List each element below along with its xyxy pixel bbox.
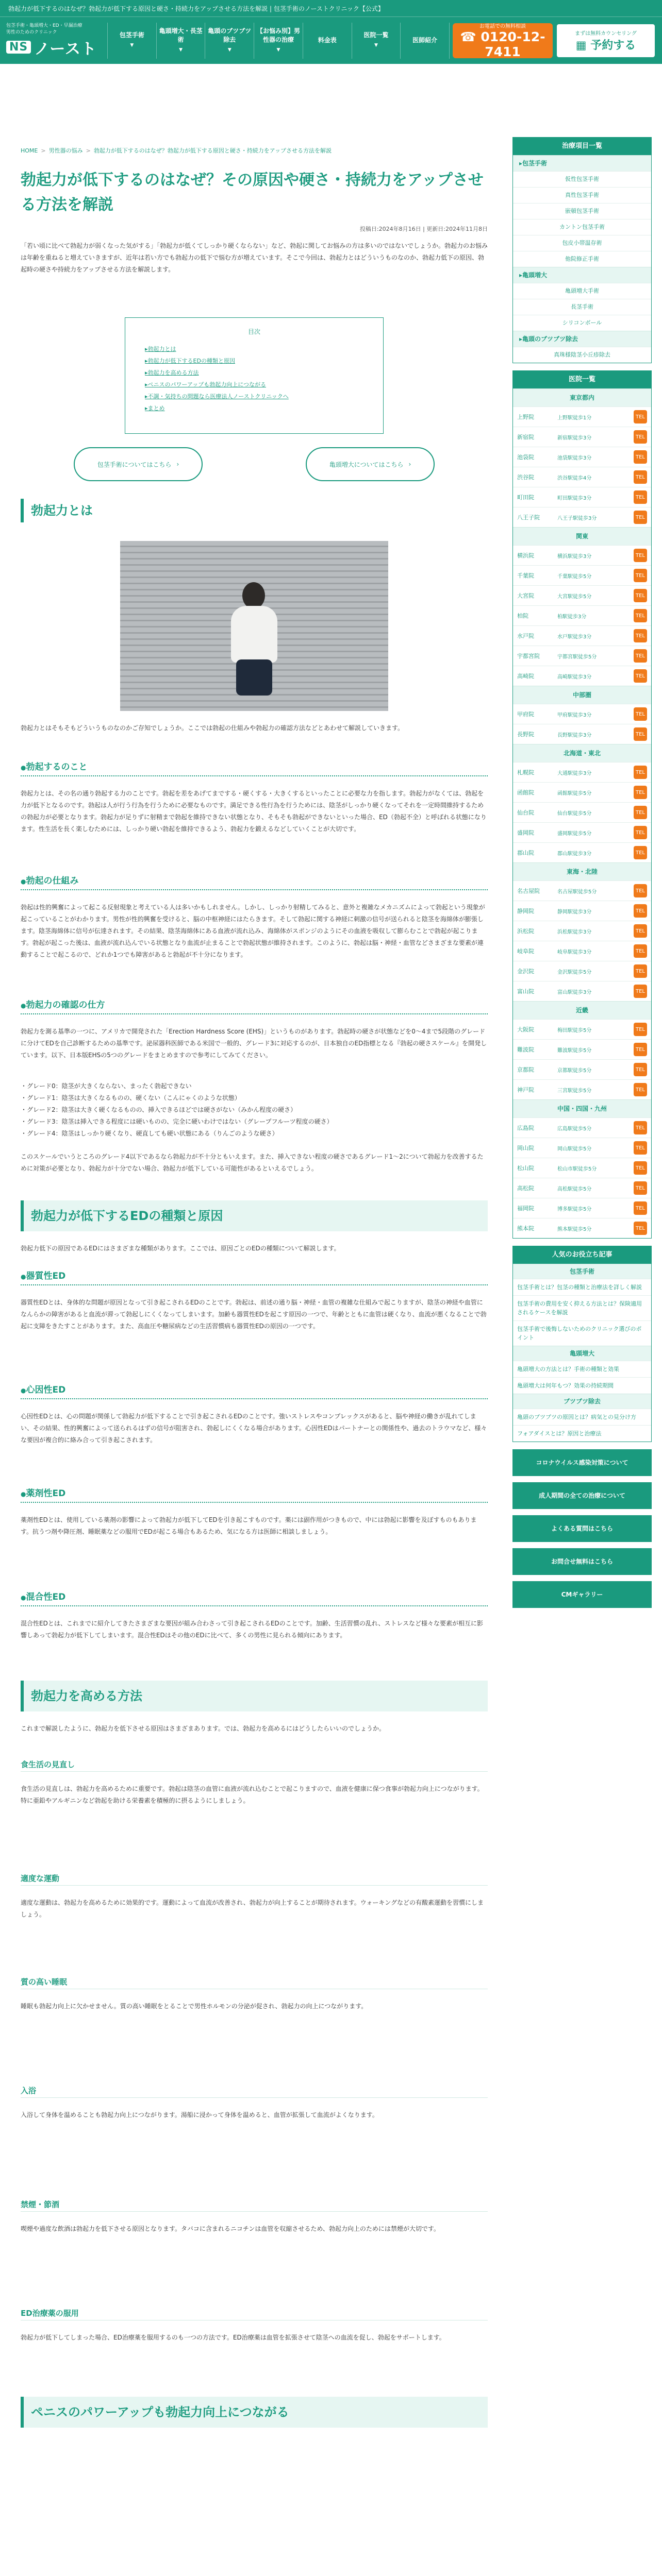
button-label: 包茎手術についてはこちら: [97, 461, 172, 468]
clinic-name: 静岡院: [517, 908, 534, 914]
section-heading: ペニスのパワーアップも勃起力向上につながる: [21, 2397, 488, 2428]
clinic-name: 八王子院: [517, 514, 540, 521]
phone-icon[interactable]: TEL: [634, 1083, 647, 1096]
breadcrumb-separator: >: [41, 147, 46, 154]
clinic-access: 岡山駅徒歩5分: [557, 1146, 592, 1152]
site-header: [0, 16, 662, 64]
clinic-name: 仙台院: [517, 809, 534, 816]
phone-icon[interactable]: TEL: [634, 569, 647, 582]
person-figure: [231, 582, 277, 696]
phone-icon[interactable]: TEL: [634, 470, 647, 484]
paragraph: 睡眠も勃起力向上に欠かせません。質の高い睡眠をとることで男性ホルモンの分泌が促され、勃起力の向上につながります。: [21, 2003, 368, 2010]
menu-link[interactable]: シリコンボール: [513, 315, 651, 331]
chevron-down-icon: ▼: [374, 43, 378, 48]
breadcrumb-current: 勃起力が低下するのはなぜ？勃起力が低下する原因と硬さ・持続力をアップさせる方法を解説: [93, 147, 332, 154]
nav-doctors[interactable]: [400, 23, 450, 59]
faq-banner[interactable]: よくある質問はこちら: [512, 1515, 652, 1542]
clinic-name: 上野院: [517, 414, 534, 420]
menu-category-glans[interactable]: ▸ 亀頭増大: [513, 267, 651, 283]
clinic-row[interactable]: [513, 507, 651, 527]
reserve-cta-sub: まずは無料カウンセリング: [575, 30, 637, 37]
clinic-access: 金沢駅徒歩5分: [557, 969, 592, 975]
clinic-access: 甲府駅徒歩3分: [557, 712, 592, 718]
clinic-list-title: 医院一覧: [513, 371, 651, 388]
menu-link[interactable]: 他院修正手術: [513, 251, 651, 267]
phone-icon[interactable]: TEL: [634, 884, 647, 897]
phone-icon[interactable]: TEL: [634, 727, 647, 741]
method-heading: ED治療薬の服用: [21, 2307, 488, 2320]
logo-mark: NS: [6, 41, 31, 54]
clinic-name: 池袋院: [517, 454, 534, 461]
popular-article-link[interactable]: 亀頭のブツブツの原因とは？病気との見分け方: [513, 1409, 651, 1425]
clinic-access: 高松駅徒歩5分: [557, 1186, 592, 1192]
clinic-regions: [513, 388, 651, 1238]
clinic-row[interactable]: [513, 1218, 651, 1238]
figure-body: [231, 606, 277, 663]
clinic-access: 名古屋駅徒歩5分: [557, 889, 597, 895]
paragraph: 勃起力とはそもそもどういうものなのかご存知でしょうか。ここでは勃起の仕組みや勃起力の確認方法などとあわせて解説していきます。: [21, 724, 404, 732]
button-label: 亀頭増大についてはこちら: [329, 461, 404, 468]
phone-icon[interactable]: TEL: [634, 410, 647, 423]
region-heading: 中部圏: [513, 686, 651, 704]
figure-legs: [236, 659, 272, 696]
phimosis-info-button[interactable]: [74, 447, 203, 481]
clinic-name: 京都院: [517, 1066, 534, 1073]
menu-link[interactable]: 長茎手術: [513, 299, 651, 315]
clinic-access: 静岡駅徒歩3分: [557, 909, 592, 915]
contact-banner[interactable]: お問合せ無料はこちら: [512, 1548, 652, 1575]
nav-clinics[interactable]: [352, 23, 401, 59]
article-photo: [120, 541, 388, 711]
popular-title: 人気のお役立ち記事: [513, 1246, 651, 1264]
paragraph: 勃起力低下の原因であるEDにはさまざまな種類があります。ここでは、原因ごとのEDの種類について解説します。: [21, 1245, 340, 1252]
clinic-row[interactable]: [513, 646, 651, 666]
nav-bumps-removal[interactable]: [205, 23, 254, 59]
menu-link[interactable]: 真性包茎手術: [513, 187, 651, 203]
clinic-name: 郡山院: [517, 850, 534, 856]
clinic-name: 岡山院: [517, 1145, 534, 1151]
clinic-access: 函館駅徒歩5分: [557, 790, 592, 796]
clinic-access: 池袋駅徒歩3分: [557, 455, 592, 461]
clinic-access: 柏駅徒歩3分: [557, 614, 587, 620]
clinic-row[interactable]: [513, 545, 651, 565]
clinic-access: 熊本駅徒歩5分: [557, 1226, 592, 1232]
clinic-access: 宇都宮駅徒歩5分: [557, 654, 597, 660]
method-heading: 入浴: [21, 2084, 488, 2098]
paragraph: 心因性EDとは、心の問題が関係して勃起力が低下することで引き起こされるEDのことです。強いストレスやコンプレックスがあると、脳や神経の働きが乱れてしまい、その結果、性的興奮によって送られるはずの信号が阻害され、勃起しにくくなる場合があります。心因性EDはパートナーとの関係性や、過去のトラウマなど、様々な要因が複合的に絡み合って引き起こされます。: [21, 1413, 487, 1444]
glans-info-button[interactable]: [306, 447, 435, 481]
grade-item: ・グレード4：陰茎はしっかり硬くなり、硬直しても硬い状態にある（りんごのような硬さ）: [21, 1130, 278, 1137]
clinic-name: 名古屋院: [517, 888, 540, 894]
paragraph: 入浴して身体を温めることも勃起力向上につながります。湯船に浸かって身体を温めると、血管が拡張して血流がよくなります。: [21, 2111, 378, 2119]
clinic-row[interactable]: [513, 605, 651, 625]
toc-item[interactable]: ▸ 勃起力を高める方法: [145, 367, 363, 379]
clinic-row[interactable]: [513, 921, 651, 941]
clinic-row[interactable]: [513, 1198, 651, 1218]
clinic-access: 大通駅徒歩3分: [557, 770, 592, 776]
clinic-access: 梅田駅徒歩5分: [557, 1027, 592, 1033]
method-heading: 食生活の見直し: [21, 1758, 488, 1772]
nav-label: 亀頭のブツブツ除去: [208, 27, 252, 43]
top-title-text: 勃起力が低下するのはなぜ？勃起力が低下する原因と硬さ・持続力をアップさせる方法を解説 | 包茎手術のノーストクリニック【公式】: [8, 5, 384, 12]
clinic-access: 渋谷駅徒歩4分: [557, 475, 592, 481]
clinic-name: 千葉院: [517, 572, 534, 579]
clinic-name: 金沢院: [517, 968, 534, 975]
phone-icon[interactable]: TEL: [634, 490, 647, 504]
clinic-access: 岐阜駅徒歩3分: [557, 949, 592, 955]
nav-label: 亀頭増大・長茎術: [159, 27, 203, 43]
clinic-name: 町田院: [517, 494, 534, 501]
chevron-down-icon: ▼: [276, 47, 280, 53]
nav-concerns[interactable]: [254, 23, 303, 59]
phone-icon[interactable]: TEL: [634, 806, 647, 819]
clinic-access: 浜松駅徒歩3分: [557, 929, 592, 935]
chevron-down-icon: ▼: [227, 47, 231, 53]
clinic-access: 横浜駅徒歩3分: [557, 553, 592, 560]
clinic-row[interactable]: [513, 1138, 651, 1158]
popular-articles: [512, 1246, 652, 1442]
phone-icon[interactable]: TEL: [634, 904, 647, 918]
popular-category: ブツブツ除去: [513, 1394, 651, 1409]
clinic-access: 盛岡駅徒歩5分: [557, 831, 592, 837]
phone-icon[interactable]: TEL: [634, 1222, 647, 1235]
phone-icon[interactable]: TEL: [634, 924, 647, 938]
phone-icon[interactable]: TEL: [634, 1141, 647, 1155]
paragraph: このスケールでいうところのグレード4以下であるなら勃起力が不十分ともいえます。また、挿入できない程度の硬さであるグレード1〜2について勃起力を改善するために対策が必要となり、勃起力が十分でない場合、勃起力が低下している可能性があるといえるでしょう。: [21, 1153, 484, 1172]
nav-phimosis[interactable]: [107, 23, 156, 59]
arrow-right-icon: ›: [408, 461, 411, 468]
clinic-name: 大宮院: [517, 592, 534, 599]
paragraph: 器質性EDとは、身体的な問題が原因となって引き起こされるEDのことです。勃起は、前述の通り脳・神経・血管の複雑な仕組みで起こりますが、陰茎の神経や血管になんらかの障害があると血流が滞って勃起しにくくなってしまいます。加齢も器質性EDを起こす原因の一つで、年齢とともに血管は硬くなり、血流が悪くなることで勃起に支障をきたすことがあります。また、高血圧や糖尿病などの生活習慣病も器質性EDの原因の一つです。: [21, 1299, 487, 1330]
popular-category: 包茎手術: [513, 1264, 651, 1279]
nav-label: 包茎手術: [119, 31, 144, 39]
clinic-row[interactable]: [513, 585, 651, 605]
calendar-icon: ▦: [575, 39, 587, 52]
clinic-access: 広島駅徒歩5分: [557, 1126, 592, 1132]
intro-text: 「若い頃に比べて勃起力が弱くなった気がする」「勃起力が低くてしっかり硬くならない」など、勃起に関してお悩みの方は多いのではないでしょうか。勃起力のお悩みは年齢を重ねると増えていきますが、近年は若い方でも勃起力の低下で悩む方が増えています。そこで今回は、勃起力とはどういうものなのか、勃起力低下の原因、勃起時の硬さや持続力をアップさせる方法を解説します。: [21, 242, 488, 273]
clinic-row[interactable]: [513, 467, 651, 487]
clinic-row[interactable]: [513, 704, 651, 724]
chevron-down-icon: ▼: [130, 43, 134, 48]
clinic-access: 三宮駅徒歩5分: [557, 1088, 592, 1094]
phone-cta-sub: お電話での無料相談: [479, 24, 526, 29]
menu-link[interactable]: カントン包茎手術: [513, 219, 651, 235]
post-dates: 投稿日:2024年8月16日 | 更新日:2024年11月8日: [359, 226, 488, 232]
logo-subtitle: 包茎手術・亀頭増大・ED・早漏治療: [6, 23, 82, 28]
clinic-name: 札幌院: [517, 769, 534, 776]
clinic-row[interactable]: [513, 981, 651, 1001]
phone-icon[interactable]: TEL: [634, 985, 647, 998]
method-heading: 適度な運動: [21, 1872, 488, 1886]
clinic-name: 横浜院: [517, 552, 534, 559]
region-heading: 関東: [513, 527, 651, 545]
clinic-name: 柏院: [517, 613, 528, 619]
toc-item[interactable]: ▸ まとめ: [145, 402, 363, 414]
section-heading: 勃起力が低下するEDの種類と原因: [21, 1200, 488, 1231]
paragraph: 勃起力とは、その名の通り勃起する力のことです。勃起を差をあげてまでする・硬くする・大きくするといったことに必要な力を指します。勃起力がなくては、勃起を力が低下となるのです。勃起は人が行う行為を行うために必要なものです。満足できる性行為を行うためには、陰茎がしっかり硬くなってそれを一定時間維持するための勃起力が必要となります。勃起力が足りずに射精まで勃起を維持できない状態となり、そもそも勃起ができないといった場合、ED（勃起不全）と呼ばれる状態になります。性生活を長く楽しむためには、しっかり硬い勃起を維持できるよう、勃起力を鍛えるなどしていくことが大切です。: [21, 790, 487, 833]
phone-icon[interactable]: TEL: [634, 826, 647, 839]
popular-article-link[interactable]: 亀頭増大の方法とは？手術の種類と効果: [513, 1361, 651, 1377]
paragraph: これまで解説したように、勃起力を低下させる原因はさまざまあります。では、勃起力を高めるにはどうしたらいいのでしょうか。: [21, 1725, 386, 1732]
figure-head: [242, 582, 265, 609]
treatment-banner[interactable]: 成人期間の全ての治療について: [512, 1482, 652, 1509]
clinic-name: 大阪院: [517, 1026, 534, 1033]
phone-number: 0120-12-7411: [481, 29, 545, 59]
popular-article-link[interactable]: 包茎手術で後悔しないためのクリニック選びのポイント: [513, 1320, 651, 1346]
logo-subtitle-2: 男性のためのクリニック: [6, 29, 57, 35]
clinic-access: 新宿駅徒歩3分: [557, 435, 592, 441]
clinic-list: [512, 370, 652, 1239]
clinic-row[interactable]: [513, 941, 651, 961]
nav-label: 医師紹介: [412, 37, 438, 44]
phone-icon[interactable]: TEL: [634, 609, 647, 622]
reserve-cta-button[interactable]: [556, 23, 656, 58]
clinic-name: 浜松院: [517, 928, 534, 935]
breadcrumb: [9, 64, 499, 157]
clinic-access: 難波駅徒歩5分: [557, 1047, 592, 1054]
paragraph: 食生活の見直しは、勃起力を高めるために重要です。勃起は陰茎の血管に血液が流れ込むことで起こりますので、血液を健康に保つ食事が勃起力向上につながります。特に亜鉛やアルギニンなど勃起を助ける栄養素を積極的に摂るようにしましょう。: [21, 1785, 484, 1804]
clinic-row[interactable]: [513, 625, 651, 646]
subsection-heading: ● 勃起の仕組み: [21, 873, 488, 890]
clinic-row[interactable]: [513, 666, 651, 686]
clinic-name: 水戸院: [517, 633, 534, 639]
grade-item: ・グレード1：陰茎は大きくなるものの、硬くない（こんにゃくのような状態）: [21, 1094, 241, 1101]
ehs-grade-list: [9, 1080, 499, 1140]
subsection-heading: ● 混合性ED: [21, 1589, 488, 1606]
menu-link[interactable]: 仮性包茎手術: [513, 171, 651, 187]
phone-icon[interactable]: TEL: [634, 944, 647, 958]
clinic-row[interactable]: [513, 1019, 651, 1039]
reserve-label: 予約する: [590, 39, 636, 52]
global-nav: [107, 23, 450, 59]
method-heading: 質の高い睡眠: [21, 1975, 488, 1989]
clinic-name: 函館院: [517, 789, 534, 796]
toc-item[interactable]: ▸ 勃起力とは: [145, 343, 363, 355]
region-heading: 北海道・東北: [513, 744, 651, 762]
clinic-row[interactable]: [513, 802, 651, 822]
phone-icon[interactable]: TEL: [634, 1201, 647, 1215]
clinic-name: 松山院: [517, 1165, 534, 1172]
phone-icon[interactable]: TEL: [634, 964, 647, 978]
subsection-heading: ● 勃起力の確認の仕方: [21, 997, 488, 1014]
clinic-row[interactable]: [513, 565, 651, 585]
clinic-row[interactable]: [513, 1158, 651, 1178]
clinic-name: 神戸院: [517, 1087, 534, 1093]
clinic-row[interactable]: [513, 762, 651, 782]
logo-text: ノースト: [34, 40, 97, 58]
phone-icon[interactable]: TEL: [634, 707, 647, 721]
clinic-name: 長野院: [517, 731, 534, 738]
site-logo[interactable]: [6, 23, 104, 59]
treatment-menu-title: 治療項目一覧: [513, 138, 651, 155]
cm-gallery-banner[interactable]: CMギャラリー: [512, 1581, 652, 1608]
menu-category-bumps[interactable]: ▸ 亀頭のブツブツ除去: [513, 331, 651, 347]
clinic-row[interactable]: [513, 1117, 651, 1138]
popular-category: 亀頭増大: [513, 1346, 651, 1361]
clinic-row[interactable]: [513, 406, 651, 427]
arrow-right-icon: ›: [176, 461, 179, 468]
paragraph: 勃起は性的興奮によって起こる反射現象と考えている人は多いかもしれません。しかし、しっかり射精してみると、意外と複雑なメカニズムによって勃起という現象が起こっていることがわかります。男性が性的興奮を受けると、脳の中枢神経にはたらきます。そして勃起に関する神経に刺激の信号が送られると陰茎を海綿体が膨張します。陰茎海綿体に信号が伝達されます。その結果、陰茎海綿体にある血液が流れ込み、海綿体がスポンジのようにその血液を吸収して膨らむことで勃起が起こります。勃起が起こった後は、血液が流れ込んでいる状態となり血流が止まることで勃起状態が維持されます。このように、勃起は脳・神経・血管などさまざまな要素が連動することで起こるので、どれか1つでも障害があると勃起が不十分になります。: [21, 904, 485, 958]
toc-item[interactable]: ▸ 勃起力が低下するEDの種類と原因: [145, 355, 363, 367]
clinic-row[interactable]: [513, 842, 651, 862]
clinic-access: 千葉駅徒歩5分: [557, 573, 592, 580]
phone-icon[interactable]: TEL: [634, 649, 647, 663]
clinic-name: 高崎院: [517, 673, 534, 680]
phone-icon[interactable]: TEL: [634, 846, 647, 859]
clinic-row[interactable]: [513, 427, 651, 447]
subsection-heading: ● 心因性ED: [21, 1382, 488, 1399]
phone-icon[interactable]: TEL: [634, 450, 647, 464]
phone-icon[interactable]: TEL: [634, 511, 647, 524]
clinic-name: 富山院: [517, 988, 534, 995]
paragraph: 喫煙や過度な飲酒は勃起力を低下させる原因となります。タバコに含まれるニコチンは血管を収縮させるため、勃起力向上のためには禁煙が大切です。: [21, 2225, 440, 2232]
paragraph: 薬剤性EDとは、使用している薬剤の影響によって勃起力が低下してEDを引き起こすものです。薬には副作用がつきもので、中には勃起に影響を及ぼすものもあります。抗うつ剤や降圧剤、睡眠薬などの服用でEDが起こる場合もあるため、気になる方は医師に相談しましょう。: [21, 1516, 477, 1535]
phone-icon[interactable]: TEL: [634, 629, 647, 642]
phone-icon[interactable]: TEL: [634, 1043, 647, 1056]
clinic-name: 渋谷院: [517, 474, 534, 481]
section-heading: 勃起力を高める方法: [21, 1681, 488, 1711]
phone-icon[interactable]: TEL: [634, 549, 647, 562]
clinic-name: 広島院: [517, 1125, 534, 1131]
menu-link[interactable]: 包皮小帯温存術: [513, 235, 651, 251]
phone-icon[interactable]: TEL: [634, 766, 647, 779]
clinic-name: 難波院: [517, 1046, 534, 1053]
clinic-row[interactable]: [513, 782, 651, 802]
menu-category-phimosis[interactable]: ▸ 包茎手術: [513, 155, 651, 171]
covid-banner[interactable]: コロナウイルス感染対策について: [512, 1449, 652, 1476]
clinic-access: 博多駅徒歩5分: [557, 1206, 592, 1212]
nav-label: 料金表: [318, 37, 337, 44]
clinic-row[interactable]: [513, 822, 651, 842]
top-title-strip: [0, 0, 662, 16]
popular-article-link[interactable]: 亀頭増大は何年もつ？効果の持続期間: [513, 1377, 651, 1394]
clinic-access: 水戸駅徒歩3分: [557, 634, 592, 640]
clinic-access: 長野駅徒歩3分: [557, 732, 592, 738]
breadcrumb-separator: >: [86, 147, 91, 154]
table-of-contents: [125, 317, 384, 434]
clinic-name: 甲府院: [517, 711, 534, 718]
phone-cta-button[interactable]: [453, 23, 553, 58]
clinic-row[interactable]: [513, 1178, 651, 1198]
nav-price[interactable]: [303, 23, 352, 59]
nav-glans-enlargement[interactable]: [156, 23, 205, 59]
clinic-row[interactable]: [513, 724, 651, 744]
menu-link[interactable]: 嵌頓包茎手術: [513, 203, 651, 219]
clinic-row[interactable]: [513, 1039, 651, 1059]
clinic-access: 高崎駅徒歩3分: [557, 674, 592, 680]
paragraph: 勃起力が低下してしまった場合、ED治療薬を服用するのも一つの方法です。ED治療薬は血管を拡張させて陰茎への血流を促し、勃起をサポートします。: [21, 2334, 445, 2341]
phone-icon[interactable]: TEL: [634, 589, 647, 602]
page-title: 勃起力が低下するのはなぜ？その原因や硬さ・持続力をアップさせる方法を解説: [21, 171, 484, 214]
toc-title: 目次: [247, 328, 260, 335]
region-heading: 近畿: [513, 1001, 651, 1019]
clinic-name: 熊本院: [517, 1225, 534, 1232]
menu-link[interactable]: 真珠様陰茎小丘疹除去: [513, 347, 651, 363]
phone-icon: ☎: [460, 29, 476, 44]
clinic-access: 仙台駅徒歩5分: [557, 810, 592, 817]
popular-article-link[interactable]: 包茎手術の費用を安く抑える方法とは？保険適用されるケースを解説: [513, 1295, 651, 1320]
paragraph: 勃起力を測る基準の一つに、アメリカで開発された「Erection Hardness Score (EHS)」というものがあります。勃起時の硬さが状態などを0〜4まで5段階のグレードに分けてEDを自己診断するための基準です。泌尿器科医師である米国で一般的、グレード3に対応するのが、日本独自のED指標となる『勃起の硬さスケール』を開発しています。以下、日本版EHSの5つのグレードをまとめますので参考にしてみてください。: [21, 1028, 487, 1059]
phone-icon[interactable]: TEL: [634, 1023, 647, 1036]
clinic-row[interactable]: [513, 901, 651, 921]
clinic-access: 郡山駅徒歩3分: [557, 851, 592, 857]
clinic-name: 岐阜院: [517, 948, 534, 955]
phone-icon[interactable]: TEL: [634, 430, 647, 444]
nav-label: 医院一覧: [363, 31, 389, 39]
popular-article-link[interactable]: フォアダイスとは？原因と治療法: [513, 1425, 651, 1442]
clinic-row[interactable]: [513, 487, 651, 507]
clinic-access: 八王子駅徒歩3分: [557, 515, 597, 521]
clinic-name: 福岡院: [517, 1205, 534, 1212]
phone-icon[interactable]: TEL: [634, 1063, 647, 1076]
method-heading: 禁煙・節酒: [21, 2198, 488, 2212]
phone-icon[interactable]: TEL: [634, 1181, 647, 1195]
clinic-access: 大宮駅徒歩5分: [557, 594, 592, 600]
clinic-row[interactable]: [513, 447, 651, 467]
clinic-row[interactable]: [513, 961, 651, 981]
clinic-access: 松山市駅徒歩5分: [557, 1166, 597, 1172]
breadcrumb-home[interactable]: HOME: [21, 147, 38, 154]
clinic-name: 新宿院: [517, 434, 534, 440]
clinic-access: 上野駅徒歩1分: [557, 415, 592, 421]
clinic-name: 高松院: [517, 1185, 534, 1192]
phone-icon[interactable]: TEL: [634, 1121, 647, 1134]
subsection-heading: ● 器質性ED: [21, 1268, 488, 1285]
section-heading: 勃起力とは: [21, 499, 488, 522]
toc-item[interactable]: ▸ 不調・気持ちの問題なら医療法人ノーストクリニックへ: [145, 391, 363, 402]
region-heading: 東京都内: [513, 388, 651, 406]
region-heading: 東海・北陸: [513, 862, 651, 880]
subsection-heading: ● 薬剤性ED: [21, 1486, 488, 1503]
treatment-menu: [512, 137, 652, 363]
clinic-name: 宇都宮院: [517, 653, 540, 659]
paragraph: 混合性EDとは、これまでに紹介してきたさまざまな要因が組み合わさって引き起こされるEDのことです。加齢、生活習慣の乱れ、ストレスなど様々な要素が相互に影響しあって勃起力が低下してしまいます。混合性EDはその他のEDに比べて、多くの男性に見られる傾向にあります。: [21, 1620, 484, 1639]
clinic-name: 盛岡院: [517, 829, 534, 836]
grade-item: ・グレード0：陰茎が大きくならない、まったく勃起できない: [21, 1082, 192, 1090]
popular-article-link[interactable]: 包茎手術とは？包茎の種類と治療法を詳しく解説: [513, 1279, 651, 1295]
clinic-row[interactable]: [513, 1079, 651, 1099]
grade-item: ・グレード3：陰茎は挿入できる程度には硬いものの、完全に硬いわけではない（グレープフルーツ程度の硬さ）: [21, 1118, 333, 1125]
chevron-down-icon: ▼: [179, 47, 183, 53]
region-heading: 中国・四国・九州: [513, 1099, 651, 1117]
clinic-row[interactable]: [513, 1059, 651, 1079]
subsection-heading: ● 勃起するのこと: [21, 759, 488, 776]
grade-item: ・グレード2：陰茎は大きく硬くなるものの、挿入できるほどでは硬さがない（みかん程度の硬さ）: [21, 1106, 297, 1113]
phone-icon[interactable]: TEL: [634, 786, 647, 799]
clinic-access: 富山駅徒歩3分: [557, 989, 592, 995]
clinic-access: 京都駅徒歩5分: [557, 1067, 592, 1074]
clinic-row[interactable]: [513, 880, 651, 901]
clinic-access: 町田駅徒歩3分: [557, 495, 592, 501]
menu-link[interactable]: 亀頭増大手術: [513, 283, 651, 299]
sidebar: [512, 64, 652, 2428]
phone-icon[interactable]: TEL: [634, 1161, 647, 1175]
phone-icon[interactable]: TEL: [634, 669, 647, 683]
toc-item[interactable]: ▸ ペニスのパワーアップも勃起力向上につながる: [145, 379, 363, 391]
article-main: [9, 64, 499, 2428]
breadcrumb-parent[interactable]: 男性器の悩み: [48, 147, 83, 154]
nav-label: 【お悩み別】男性器の治療: [257, 27, 301, 43]
paragraph: 適度な運動は、勃起力を高めるために効果的です。運動によって血流が改善され、勃起力が向上することが期待されます。ウォーキングなどの有酸素運動を習慣にしましょう。: [21, 1899, 484, 1918]
